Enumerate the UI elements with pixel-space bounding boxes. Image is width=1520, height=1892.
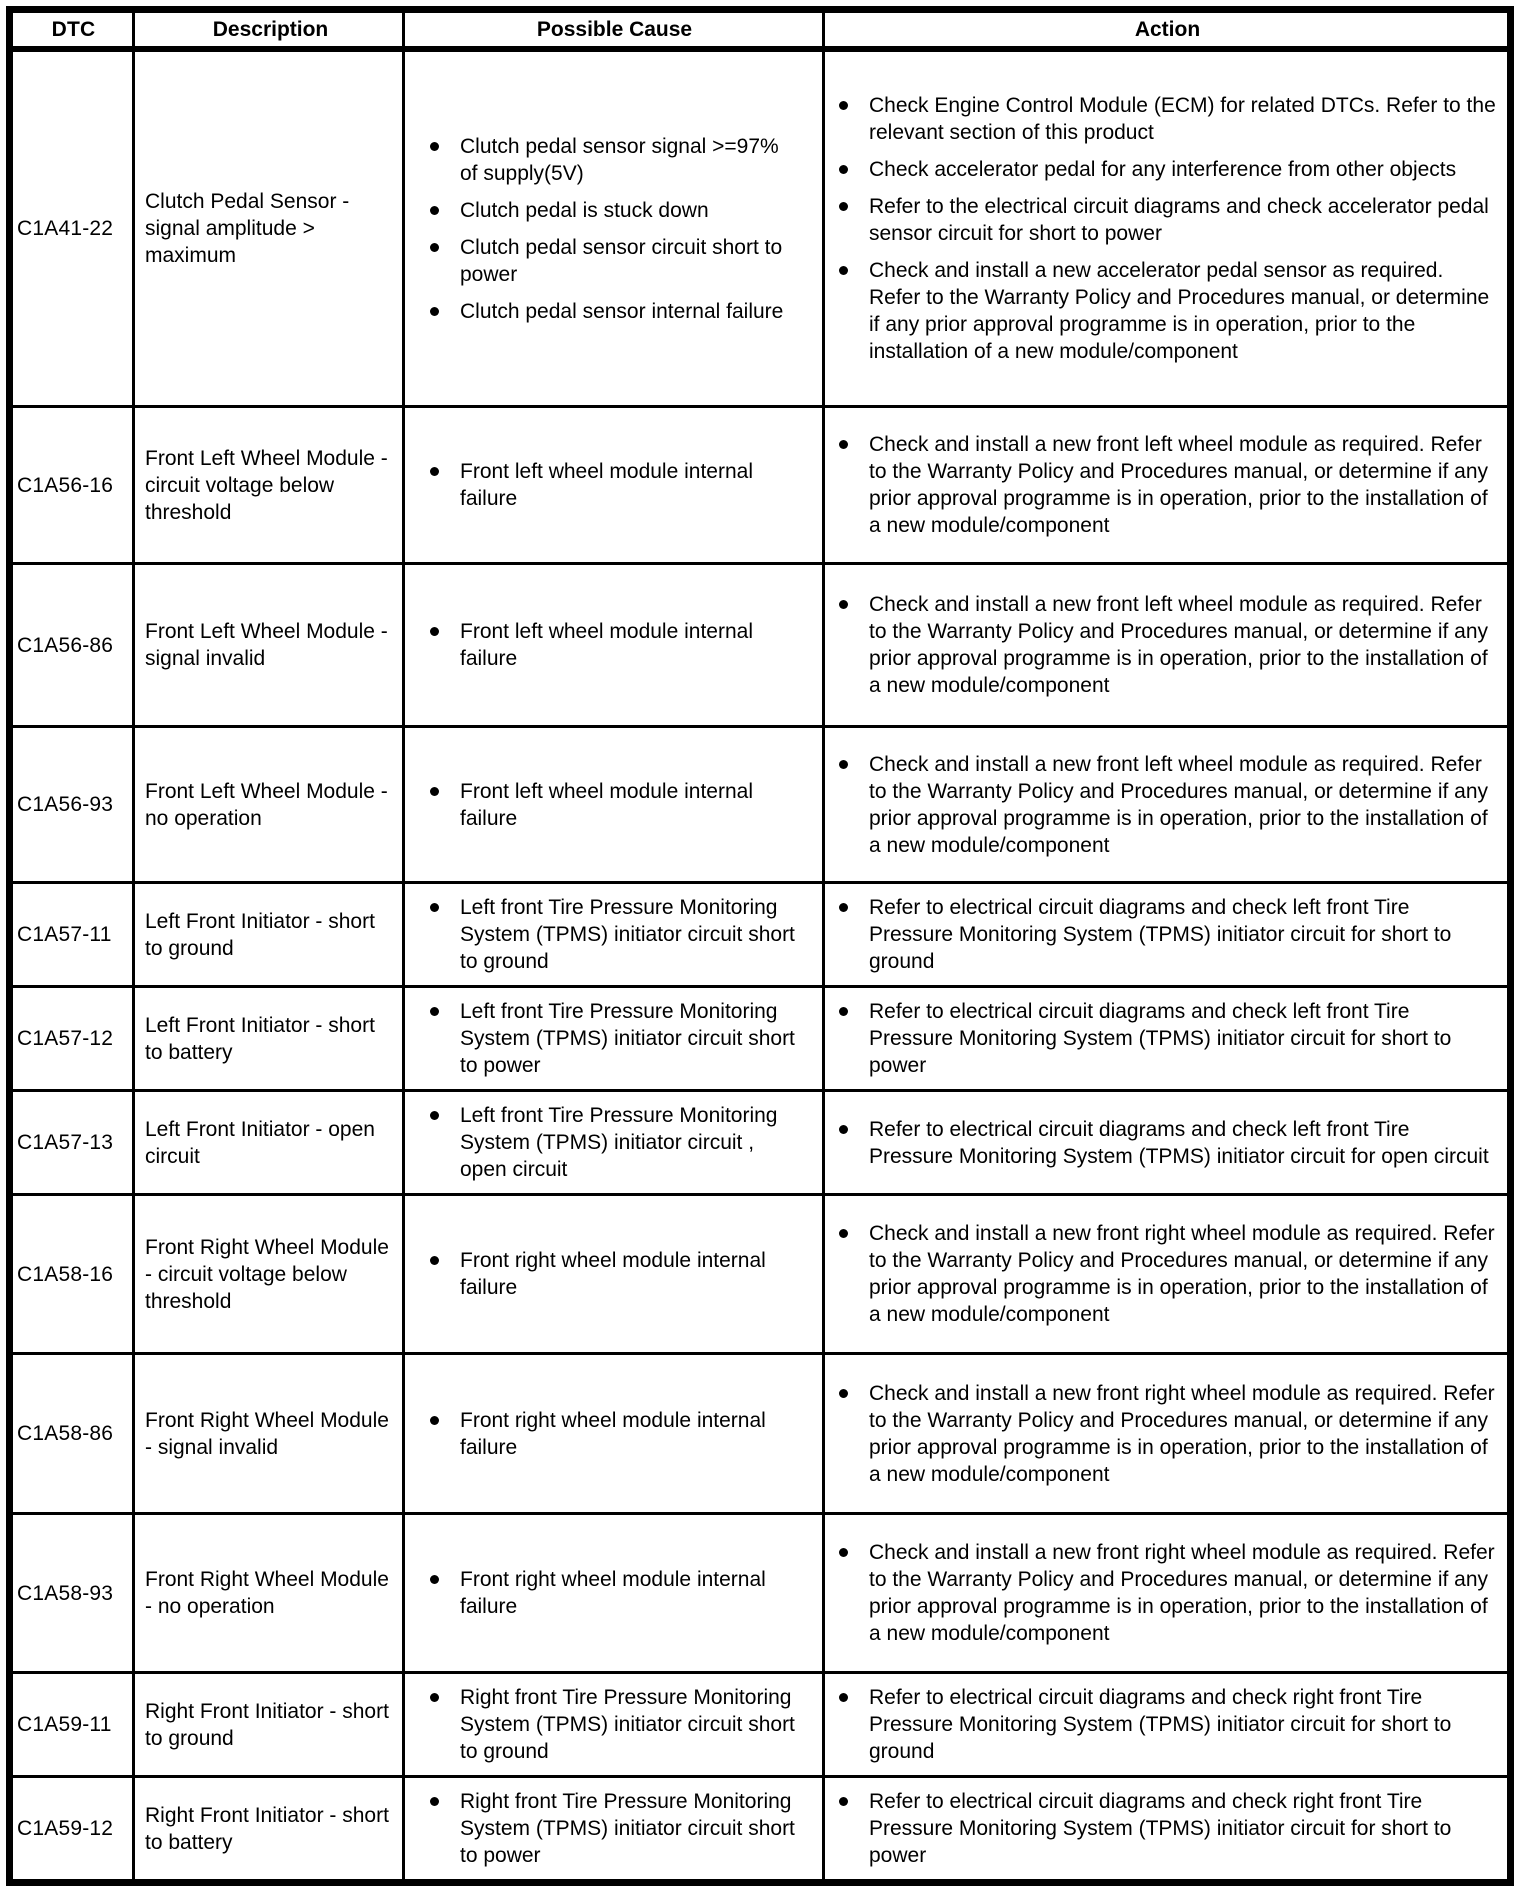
dtc-cell (13, 728, 135, 881)
action-cell (825, 1778, 1507, 1879)
possible-cause-item: Left front Tire Pressure Monitoring System (TPMS) initiator circuit short to power (429, 998, 800, 1079)
dtc-description: Left Front Initiator - open circuit (145, 1117, 375, 1168)
possible-cause-cell (405, 52, 825, 405)
possible-cause-cell (405, 1196, 825, 1352)
description-cell (135, 52, 405, 405)
possible-cause-list (429, 1247, 800, 1301)
action-cell (825, 1196, 1507, 1352)
action-item: Check and install a new front right wheel module as required. Refer to the Warranty Policy and Procedures manual, or determine if any prior approval programme is in operation, prior to the installation of a new module/component (838, 1539, 1497, 1647)
dtc-code: C1A58-16 (17, 1262, 114, 1286)
description-cell (135, 1515, 405, 1671)
table-row (13, 1778, 1507, 1879)
dtc-cell (13, 1196, 135, 1352)
possible-cause-cell (405, 1355, 825, 1512)
dtc-description: Front Right Wheel Module - no operation (145, 1568, 389, 1618)
table-row (13, 52, 1507, 408)
dtc-cell (13, 1355, 135, 1512)
column-header-action: Action (1134, 18, 1201, 41)
dtc-cell (13, 1778, 135, 1879)
action-list (838, 431, 1497, 539)
description-cell (135, 565, 405, 725)
possible-cause-list (429, 1407, 800, 1461)
possible-cause-item: Front left wheel module internal failure (429, 458, 800, 512)
dtc-code: C1A56-93 (17, 793, 114, 816)
table-row (13, 1515, 1507, 1674)
possible-cause-cell (405, 884, 825, 985)
dtc-description: Front Right Wheel Module - circuit voltage below threshold (145, 1235, 389, 1313)
dtc-code: C1A56-86 (17, 633, 114, 657)
dtc-code: C1A56-16 (17, 473, 114, 497)
description-cell (135, 1092, 405, 1193)
dtc-code: C1A57-11 (17, 923, 112, 946)
action-item: Check and install a new front left wheel module as required. Refer to the Warranty Policy and Procedures manual, or determine if any prior approval programme is in operation, prior to the installation of a new module/component (838, 591, 1497, 699)
possible-cause-cell (405, 408, 825, 562)
table-row (13, 884, 1507, 988)
action-list (838, 1788, 1497, 1869)
action-cell (825, 884, 1507, 985)
action-item: Refer to electrical circuit diagrams and check right front Tire Pressure Monitoring System (TPMS) initiator circuit for short to ground (838, 1684, 1497, 1765)
possible-cause-cell (405, 1778, 825, 1879)
action-item: Check and install a new front left wheel module as required. Refer to the Warranty Policy and Procedures manual, or determine if any prior approval programme is in operation, prior to the installation of a new module/component (838, 431, 1497, 539)
possible-cause-cell (405, 728, 825, 881)
description-cell (135, 988, 405, 1089)
possible-cause-item: Front left wheel module internal failure (429, 618, 800, 672)
table-row (13, 728, 1507, 884)
action-list (838, 1116, 1497, 1170)
dtc-cell (13, 408, 135, 562)
dtc-description: Front Left Wheel Module - no operation (145, 779, 388, 830)
possible-cause-item: Left front Tire Pressure Monitoring System (TPMS) initiator circuit short to ground (429, 894, 800, 975)
action-cell (825, 1674, 1507, 1775)
dtc-cell (13, 565, 135, 725)
dtc-description: Left Front Initiator - short to ground (145, 909, 375, 960)
action-item: Check and install a new front right wheel module as required. Refer to the Warranty Policy and Procedures manual, or determine if any prior approval programme is in operation, prior to the installation of a new module/component (838, 1380, 1497, 1488)
possible-cause-item: Clutch pedal is stuck down (429, 197, 800, 224)
dtc-cell (13, 988, 135, 1089)
action-item: Check accelerator pedal for any interference from other objects (838, 156, 1497, 183)
action-item: Refer to the electrical circuit diagrams and check accelerator pedal sensor circuit for short to power (838, 193, 1497, 247)
table-row (13, 1355, 1507, 1515)
possible-cause-cell (405, 1092, 825, 1193)
description-cell (135, 1355, 405, 1512)
possible-cause-cell (405, 565, 825, 725)
dtc-description: Right Front Initiator - short to ground (145, 1699, 389, 1750)
possible-cause-list (429, 1788, 800, 1869)
action-item: Refer to electrical circuit diagrams and check left front Tire Pressure Monitoring System (TPMS) initiator circuit for short to ground (838, 894, 1497, 975)
action-item: Check and install a new front left wheel module as required. Refer to the Warranty Policy and Procedures manual, or determine if any prior approval programme is in operation, prior to the installation of a new module/component (838, 751, 1497, 859)
possible-cause-item: Front left wheel module internal failure (429, 778, 800, 832)
dtc-code: C1A59-11 (17, 1713, 112, 1736)
action-cell (825, 1515, 1507, 1671)
possible-cause-list (429, 998, 800, 1079)
possible-cause-list (429, 458, 800, 512)
action-list (838, 1380, 1497, 1488)
dtc-description: Left Front Initiator - short to battery (145, 1013, 375, 1064)
dtc-cell (13, 52, 135, 405)
action-list (838, 1539, 1497, 1647)
table-row (13, 1196, 1507, 1355)
action-list (838, 591, 1497, 699)
action-cell (825, 565, 1507, 725)
dtc-code: C1A41-22 (17, 217, 114, 240)
dtc-description: Front Right Wheel Module - signal invalid (145, 1408, 389, 1459)
possible-cause-item: Clutch pedal sensor circuit short to power (429, 234, 800, 288)
possible-cause-list (429, 618, 800, 672)
column-header-dtc: DTC (13, 13, 135, 46)
possible-cause-item: Front right wheel module internal failure (429, 1247, 800, 1301)
description-cell (135, 728, 405, 881)
dtc-cell (13, 884, 135, 985)
action-item: Check Engine Control Module (ECM) for related DTCs. Refer to the relevant section of this product (838, 92, 1497, 146)
action-item: Refer to electrical circuit diagrams and check left front Tire Pressure Monitoring System (TPMS) initiator circuit for short to power (838, 998, 1497, 1079)
table-row (13, 1092, 1507, 1196)
dtc-code: C1A57-12 (17, 1027, 114, 1050)
dtc-description: Front Left Wheel Module - circuit voltage below threshold (145, 446, 388, 524)
dtc-code: C1A57-13 (17, 1131, 114, 1154)
table-row (13, 408, 1507, 565)
action-list (838, 92, 1497, 365)
table-row (13, 988, 1507, 1092)
description-cell (135, 884, 405, 985)
possible-cause-list (429, 1102, 800, 1183)
possible-cause-list (429, 778, 800, 832)
table-row (13, 565, 1507, 728)
possible-cause-item: Right front Tire Pressure Monitoring System (TPMS) initiator circuit short to power (429, 1788, 800, 1869)
action-cell (825, 1092, 1507, 1193)
action-item: Refer to electrical circuit diagrams and check left front Tire Pressure Monitoring System (TPMS) initiator circuit for open circuit (838, 1116, 1497, 1170)
description-cell (135, 1196, 405, 1352)
column-header-description: Description (135, 13, 405, 46)
action-list (838, 1684, 1497, 1765)
action-cell (825, 52, 1507, 405)
description-cell (135, 1778, 405, 1879)
possible-cause-item: Clutch pedal sensor signal >=97% of supply(5V) (429, 133, 800, 187)
dtc-code: C1A59-12 (17, 1817, 114, 1840)
possible-cause-item: Left front Tire Pressure Monitoring System (TPMS) initiator circuit , open circuit (429, 1102, 800, 1183)
table-row (13, 1674, 1507, 1778)
action-list (838, 998, 1497, 1079)
action-list (838, 751, 1497, 859)
possible-cause-list (429, 1684, 800, 1765)
description-cell (135, 1674, 405, 1775)
action-cell (825, 408, 1507, 562)
dtc-table (6, 6, 1514, 1886)
possible-cause-list (429, 1566, 800, 1620)
possible-cause-cell (405, 988, 825, 1089)
dtc-description: Clutch Pedal Sensor - signal amplitude > maximum (145, 190, 350, 267)
dtc-description: Front Left Wheel Module - signal invalid (145, 620, 388, 670)
possible-cause-cell (405, 1515, 825, 1671)
action-cell (825, 988, 1507, 1089)
possible-cause-item: Front right wheel module internal failure (429, 1407, 800, 1461)
action-list (838, 894, 1497, 975)
table-header-row (13, 13, 1507, 52)
table-body (13, 52, 1507, 1879)
possible-cause-list (429, 133, 800, 325)
action-item: Refer to electrical circuit diagrams and check right front Tire Pressure Monitoring System (TPMS) initiator circuit for short to power (838, 1788, 1497, 1869)
action-list (838, 1220, 1497, 1328)
dtc-description: Right Front Initiator - short to battery (145, 1803, 389, 1854)
dtc-cell (13, 1515, 135, 1671)
action-item: Check and install a new front right wheel module as required. Refer to the Warranty Policy and Procedures manual, or determine if any prior approval programme is in operation, prior to the installation of a new module/component (838, 1220, 1497, 1328)
possible-cause-item: Clutch pedal sensor internal failure (429, 298, 800, 325)
dtc-cell (13, 1092, 135, 1193)
action-cell (825, 1355, 1507, 1512)
possible-cause-item: Right front Tire Pressure Monitoring System (TPMS) initiator circuit short to ground (429, 1684, 800, 1765)
action-item: Check and install a new accelerator pedal sensor as required. Refer to the Warranty Policy and Procedures manual, or determine if any prior approval programme is in operation, prior to the installation of a new module/component (838, 257, 1497, 365)
description-cell (135, 408, 405, 562)
possible-cause-cell (405, 1674, 825, 1775)
dtc-code: C1A58-93 (17, 1581, 114, 1605)
possible-cause-list (429, 894, 800, 975)
dtc-cell (13, 1674, 135, 1775)
dtc-code: C1A58-86 (17, 1422, 114, 1445)
column-header-possible-cause: Possible Cause (405, 13, 825, 46)
possible-cause-item: Front right wheel module internal failure (429, 1566, 800, 1620)
action-cell (825, 728, 1507, 881)
